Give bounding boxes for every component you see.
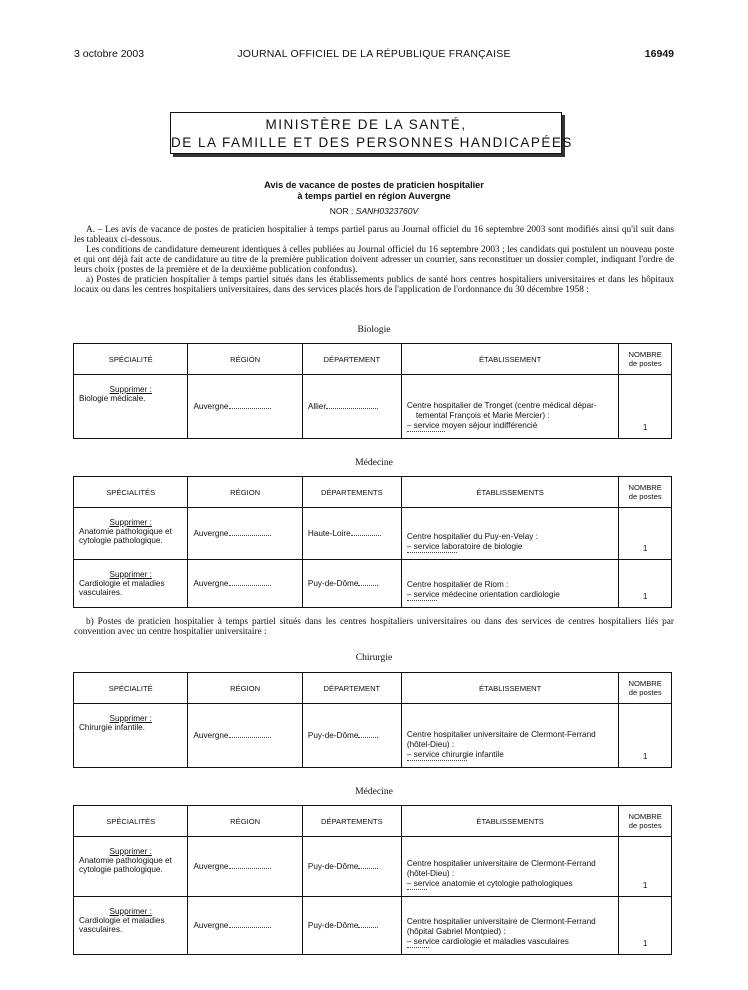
paragraph-b1: b) Postes de praticien hospitalier à temps partiel situés dans les centres hospitaliers universitaires ou dans des services de centres hospitaliers liés par convention avec un centre hospitalier universitaire : (74, 617, 674, 637)
cell-etablissement: Centre hospitalier du Puy-en-Velay : – service laboratoire de biologie (401, 508, 619, 560)
cell-etablissement: Centre hospitalier universitaire de Clermont-Ferrand (hôtel-Dieu) : – service chirurgie infantile (401, 704, 619, 768)
cell-specialite: Supprimer : Biologie médicale. (74, 375, 188, 439)
cell-etablissement: Centre hospitalier de Tronget (centre médical dépar- temental François et Marie Mercier) : – service moyen séjour indifférencié (401, 375, 619, 439)
cell-nombre: 1 (619, 897, 672, 955)
col-header-etablissement: ÉTABLISSEMENTS (401, 477, 619, 508)
table-header-row (74, 344, 672, 375)
ministry-line-1: MINISTÈRE DE LA SANTÉ, (265, 117, 467, 132)
cell-nombre: 1 (619, 560, 672, 608)
table-row (74, 560, 672, 608)
cell-departement: Puy-de-Dôme (302, 897, 401, 955)
cell-region: Auvergne (188, 704, 302, 768)
col-header-region: RÉGION (188, 806, 302, 837)
paragraph-a3: a) Postes de praticien hospitalier à temps partiel situés dans les établissements publics de santé hors centres hospitaliers universitaires et dans les hôpitaux locaux ou dans les centres hospitaliers universitaires, dans des services placés hors de l'application de l'ordonnance du 30 décembre 1958 : (74, 275, 674, 295)
col-header-departement: DÉPARTEMENT (302, 344, 401, 375)
notice-title-line-1: Avis de vacance de postes de praticien hospitalier (264, 180, 484, 190)
section-title: Médecine (355, 786, 393, 797)
table-row (74, 375, 672, 439)
notice-title (74, 180, 674, 201)
table-row (74, 508, 672, 560)
col-header-nombre: NOMBRE de postes (619, 806, 672, 837)
col-header-nombre: NOMBRE de postes (619, 344, 672, 375)
cell-departement: Puy-de-Dôme (302, 704, 401, 768)
col-header-nombre: NOMBRE de postes (619, 673, 672, 704)
nor-value: SANH0323760V (355, 206, 419, 216)
col-header-specialite: SPÉCIALITÉ (74, 673, 188, 704)
cell-region: Auvergne (188, 508, 302, 560)
cell-region: Auvergne (188, 560, 302, 608)
cell-departement: Haute-Loire (302, 508, 401, 560)
cell-region: Auvergne (188, 375, 302, 439)
section-b-text (74, 617, 674, 637)
nor-reference (74, 206, 674, 216)
nor-label: NOR : (329, 206, 354, 216)
cell-nombre: 1 (619, 508, 672, 560)
col-header-region: RÉGION (188, 344, 302, 375)
cell-departement: Puy-de-Dôme (302, 837, 401, 897)
cell-specialite: Supprimer : Cardiologie et maladies vasculaires. (74, 560, 188, 608)
table-header-row (74, 806, 672, 837)
section-a-text (74, 225, 674, 295)
vacancy-table-biologie (73, 343, 672, 439)
cell-specialite: Supprimer : Anatomie pathologique et cytologie pathologique. (74, 837, 188, 897)
section-title: Biologie (357, 324, 391, 335)
vacancy-table-chirurgie (73, 672, 672, 768)
col-header-region: RÉGION (188, 477, 302, 508)
paragraph-a2: Les conditions de candidature demeurent identiques à celles publiées au Journal officiel du 16 septembre 2003 ; les candidats qui postulent un nouveau poste et qui ont déjà fait acte de candidature au titre de la première publication doivent adresser un courrier, sans reconstituer un dossier complet, indiquant l'ordre de leurs choix (postes de la première et de la deuxième publication confondus). (74, 245, 674, 275)
cell-specialite: Supprimer : Cardiologie et maladies vasculaires. (74, 897, 188, 955)
cell-nombre: 1 (619, 704, 672, 768)
table-header-row (74, 673, 672, 704)
cell-specialite: Supprimer : Anatomie pathologique et cytologie pathologique. (74, 508, 188, 560)
cell-specialite: Supprimer : Chirurgie infantile. (74, 704, 188, 768)
header-journal-title: JOURNAL OFFICIEL DE LA RÉPUBLIQUE FRANÇAISE (237, 48, 511, 60)
cell-nombre: 1 (619, 375, 672, 439)
col-header-etablissement: ÉTABLISSEMENT (401, 344, 619, 375)
section-title: Médecine (355, 457, 393, 468)
paragraph-a1: A. – Les avis de vacance de postes de praticien hospitalier à temps partiel parus au Journal officiel du 16 septembre 2003 sont modifiés ainsi qu'il suit dans les tableaux ci-dessous. (74, 225, 674, 245)
col-header-specialite: SPÉCIALITÉS (74, 806, 188, 837)
vacancy-table-medecine (73, 476, 672, 608)
table-header-row (74, 477, 672, 508)
table-row (74, 837, 672, 897)
col-header-etablissement: ÉTABLISSEMENT (401, 673, 619, 704)
cell-etablissement: Centre hospitalier de Riom : – service médecine orientation cardiologie (401, 560, 619, 608)
col-header-region: RÉGION (188, 673, 302, 704)
col-header-specialite: SPÉCIALITÉS (74, 477, 188, 508)
col-header-departement: DÉPARTEMENT (302, 673, 401, 704)
col-header-specialite: SPÉCIALITÉ (74, 344, 188, 375)
notice-title-line-2: à temps partiel en région Auvergne (297, 190, 451, 201)
col-header-departement: DÉPARTEMENTS (302, 806, 401, 837)
cell-departement: Puy-de-Dôme (302, 560, 401, 608)
vacancy-table-medecine-chu (73, 805, 672, 955)
ministry-title-box (170, 112, 573, 154)
table-row (74, 704, 672, 768)
cell-region: Auvergne (188, 837, 302, 897)
col-header-departement: DÉPARTEMENTS (302, 477, 401, 508)
col-header-nombre: NOMBRE de postes (619, 477, 672, 508)
cell-departement: Allier (302, 375, 401, 439)
cell-etablissement: Centre hospitalier universitaire de Clermont-Ferrand (hôtel-Dieu) : – service anatomie et cytologie pathologiques (401, 837, 619, 897)
cell-etablissement: Centre hospitalier universitaire de Clermont-Ferrand (hôpital Gabriel Montpied) : – service cardiologie et maladies vasculaires (401, 897, 619, 955)
header-page-number: 16949 (644, 48, 674, 60)
page-header (74, 48, 674, 66)
col-header-etablissement: ÉTABLISSEMENTS (401, 806, 619, 837)
cell-nombre: 1 (619, 837, 672, 897)
cell-region: Auvergne (188, 897, 302, 955)
table-row (74, 897, 672, 955)
ministry-line-2: DE LA FAMILLE ET DES PERSONNES HANDICAPÉES (171, 135, 573, 150)
header-date: 3 octobre 2003 (74, 48, 145, 60)
section-title: Chirurgie (355, 652, 393, 663)
